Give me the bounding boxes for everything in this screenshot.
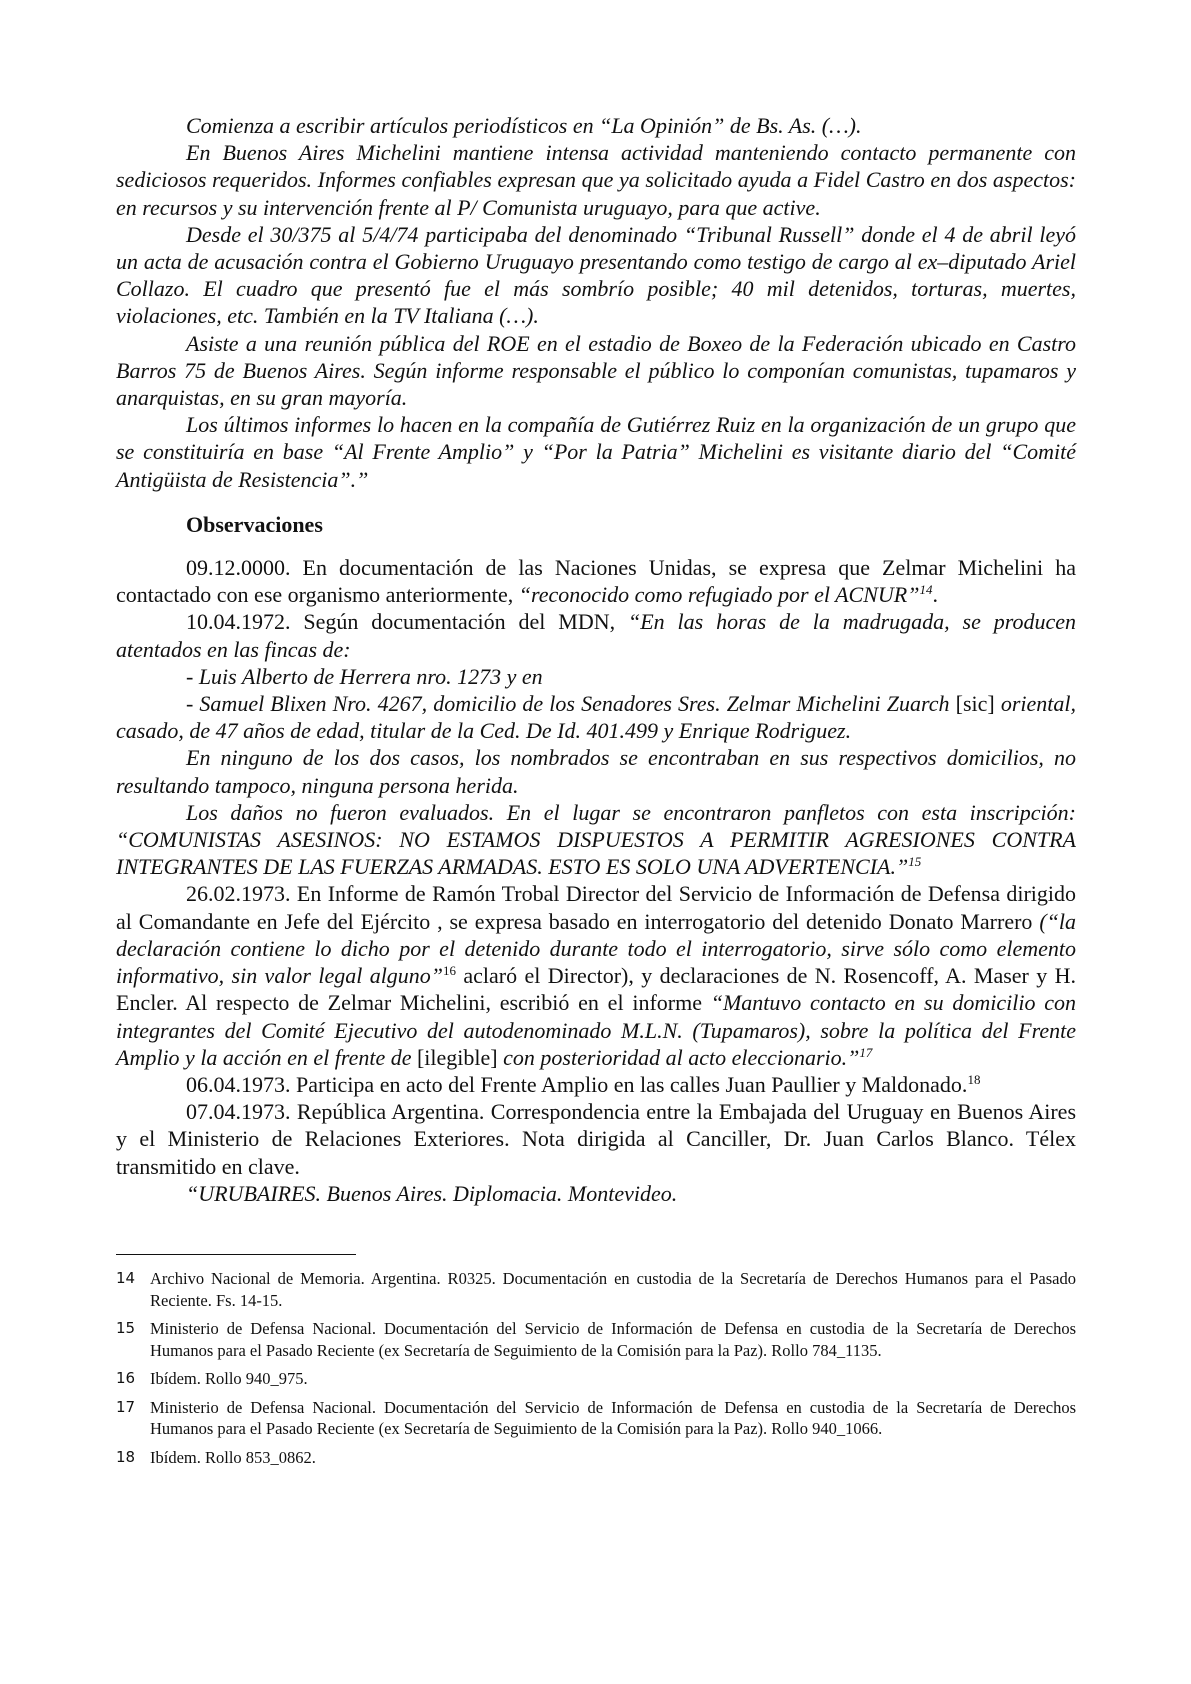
- footnote-ref: 18: [967, 1071, 981, 1087]
- paragraph: En ninguno de los dos casos, los nombrados se encontraban en sus respectivos domicilios, no resultando tampoco, ninguna persona herida.: [116, 745, 1076, 798]
- entry-quote: “URUBAIRES. Buenos Aires. Diplomacia. Montevideo.: [186, 1180, 678, 1206]
- footnote-ref: 17: [859, 1044, 873, 1060]
- entry-text: 10.04.1972. Según documentación del MDN,: [186, 609, 628, 635]
- footnote: [116, 1447, 1076, 1469]
- footnote: [116, 1318, 1076, 1361]
- footnote-text: Ibídem. Rollo 853_0862.: [150, 1447, 316, 1467]
- observation-entry: [116, 1071, 1076, 1098]
- entry-quote: - Samuel Blixen Nro. 4267, domicilio de los Senadores Sres. Zelmar Michelini Zuarch: [186, 691, 956, 717]
- paragraph: En Buenos Aires Michelini mantiene intensa actividad manteniendo contacto permanente con sediciosos requeridos. Informes confiables expresan que ya solicitado ayuda a Fidel Castro en dos aspectos: en recursos y su intervención frente al P/ Comunista uruguayo, para que active.: [116, 140, 1076, 220]
- footnote-separator: [116, 1254, 356, 1255]
- entry-quote: con posterioridad al acto eleccionario.”: [497, 1044, 860, 1070]
- sic-mark: [sic]: [955, 691, 995, 717]
- footnote-number: 17: [116, 1397, 136, 1416]
- observation-entry: [116, 880, 1076, 1070]
- footnote-text: Archivo Nacional de Memoria. Argentina. R0325. Documentación en custodia de la Secretaría de Derechos Humanos para el Pasado Reciente. Fs. 14-15.: [150, 1269, 1076, 1310]
- footnote-ref: 14: [919, 582, 933, 598]
- paragraph: Asiste a una reunión pública del ROE en el estadio de Boxeo de la Federación ubicado en Castro Barros 75 de Buenos Aires. Según informe responsable el público lo componían comunistas, tupamaros y anarquistas, en su gran mayoría.: [116, 330, 1076, 411]
- footnote-number: 18: [116, 1447, 136, 1466]
- address-line: - Luis Alberto de Herrera nro. 1273 y en: [186, 663, 543, 689]
- entry-quote: (“la declaración contiene lo dicho por el detenido durante todo el interrogatorio, sirve sólo como elemento informativo, sin valor legal alguno”: [116, 908, 1076, 989]
- observation-entry: 07.04.1973. República Argentina. Correspondencia entre la Embajada del Uruguay en Buenos Aires y el Ministerio de Relaciones Exteriores. Nota dirigida al Canciller, Dr. Juan Carlos Blanco. Télex transmitido en clave.: [116, 1099, 1076, 1179]
- entry-quote: “En las horas de la madrugada, se producen atentados en las fincas de:: [116, 609, 1076, 662]
- footnote-ref: 16: [443, 963, 457, 979]
- address-line: [116, 690, 1076, 744]
- footnote-number: 15: [116, 1319, 136, 1337]
- entry-quote: “reconocido como refugiado por el ACNUR”: [518, 582, 920, 608]
- footnotes: [116, 1268, 1076, 1475]
- document-body: [116, 112, 1076, 1207]
- entry-text: 09.12.0000. En documentación de las Naciones Unidas, se expresa que Zelmar Michelini ha contactado con ese organismo anteriormente,: [116, 555, 1076, 608]
- entry-quote: Los daños no fueron evaluados. En el lugar se encontraron panfletos con esta inscripción: “COMUNISTAS ASESINOS: NO ESTAMOS DISPUESTOS A PERMITIR AGRESIONES CONTRA INTEGRANTES DE LAS FUERZAS ARMADAS. ESTO ES SOLO UNA ADVERTENCIA.”: [116, 799, 1076, 880]
- entry-text: aclaró el Director), y declaraciones de N. Rosencoff, A. Maser y H. Encler. Al respecto de Zelmar Michelini, escribió en el informe: [116, 963, 1076, 1016]
- footnote-number: 14: [116, 1269, 136, 1287]
- section-heading: Observaciones: [186, 511, 323, 537]
- entry-text: 06.04.1973. Participa en acto del Frente Amplio en las calles Juan Paullier y Maldonado.: [186, 1071, 968, 1097]
- entry-text: .: [932, 582, 938, 608]
- paragraph: Comienza a escribir artículos periodísticos en “La Opinión” de Bs. As. (…).: [186, 113, 862, 138]
- observation-entry: [116, 608, 1076, 662]
- footnote-text: Ministerio de Defensa Nacional. Documentación del Servicio de Información de Defensa en custodia de la Secretaría de Derechos Humanos para el Pasado Reciente (ex Secretaría de Seguimiento de la Comisión para la Paz). Rollo 940_1066.: [150, 1397, 1076, 1438]
- footnote: [116, 1268, 1076, 1311]
- footnote: [116, 1397, 1076, 1440]
- entry-text: 26.02.1973. En Informe de Ramón Trobal Director del Servicio de Información de Defensa dirigido al Comandante en Jefe del Ejército , se expresa basado en interrogatorio del detenido Donato Marrero: [116, 881, 1076, 934]
- footnote-number: 16: [116, 1369, 136, 1387]
- footnote-text: Ibídem. Rollo 940_975.: [150, 1369, 308, 1388]
- entry-quote: oriental, casado, de 47 años de edad, titular de la Ced. De Id. 401.499 y Enrique Rodriguez.: [116, 691, 1076, 744]
- observation-entry: [116, 554, 1076, 608]
- footnote-text: Ministerio de Defensa Nacional. Documentación del Servicio de Información de Defensa en custodia de la Secretaría de Derechos Humanos para el Pasado Reciente (ex Secretaría de Seguimiento de la Comisión para la Paz). Rollo 784_1135.: [150, 1319, 1076, 1360]
- paragraph: [116, 799, 1076, 881]
- entry-quote: “Mantuvo contacto en su domicilio con integrantes del Comité Ejecutivo del autodenominado M.L.N. (Tupamaros), sobre la política del Frente Amplio y la acción en el frente de: [116, 990, 1076, 1070]
- paragraph: Desde el 30/375 al 5/4/74 participaba del denominado “Tribunal Russell” donde el 4 de abril leyó un acta de acusación contra el Gobierno Uruguayo presentando como testigo de cargo al ex–diputado Ariel Collazo. El cuadro que presentó fue el más sombrío posible; 40 mil detenidos, torturas, muertes, violaciones, etc. También en la TV Italiana (…).: [116, 221, 1076, 329]
- illegible-mark: [ilegible]: [416, 1044, 498, 1070]
- paragraph: Los últimos informes lo hacen en la compañía de Gutiérrez Ruiz en la organización de un grupo que se constituiría en base “Al Frente Amplio” y “Por la Patria” Michelini es visitante diario del “Comité Antigüista de Resistencia”.”: [116, 412, 1076, 492]
- footnote-ref: 15: [908, 854, 922, 870]
- footnote: [116, 1368, 1076, 1390]
